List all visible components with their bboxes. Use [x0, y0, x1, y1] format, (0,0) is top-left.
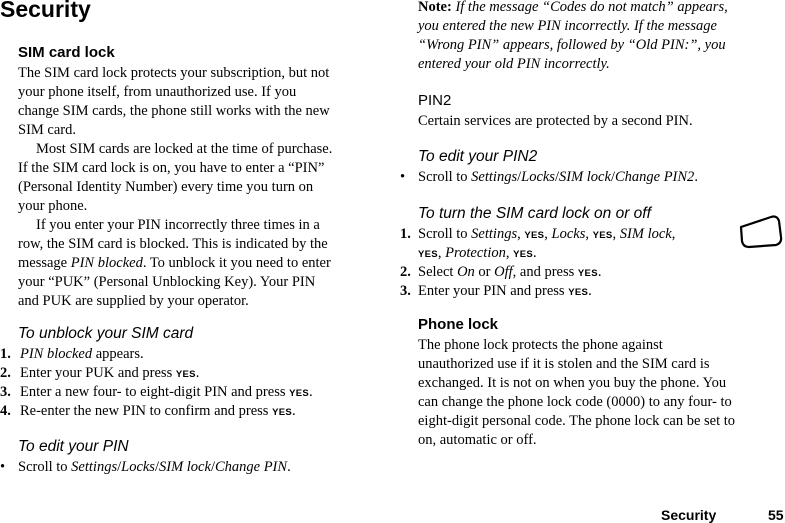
text-line: If the SIM card lock is on, you have to enter a “PIN” [18, 160, 325, 176]
text-line: your phone itself, from unauthorized use. If you [18, 84, 297, 100]
text-line: change SIM cards, the phone still works with the new [18, 103, 330, 119]
yes-key-label: YES [175, 369, 196, 380]
yes-key-label: YES [513, 249, 534, 260]
list-item: • Scroll to Settings/Locks/SIM lock/Change PIN. [0, 459, 291, 475]
list-item: 3. Enter a new four- to eight-digit PIN and press YES. [0, 384, 313, 400]
text-line: your phone. [18, 198, 88, 214]
yes-key-label: YES [577, 268, 598, 279]
text-line: your “PUK” (Personal Unblocking Key). Your PIN [18, 274, 316, 290]
text-line: (Personal Identity Number) every time you turn on [18, 179, 314, 195]
text-line: can change the phone lock code (0000) to any four- to [418, 394, 732, 410]
phone-lock-heading: Phone lock [418, 316, 499, 333]
turn-sim-lock-heading: To turn the SIM card lock on or off [418, 205, 651, 222]
page-number: 55 [768, 507, 784, 523]
phone-keypad-icon [737, 215, 783, 249]
list-item: 1. Scroll to Settings, YES, Locks, YES, SIM lock, [400, 226, 676, 242]
unblock-sim-heading: To unblock your SIM card [18, 325, 194, 342]
list-item-continued: YES, Protection, YES. [418, 245, 537, 261]
text-line: The phone lock protects the phone against [418, 337, 663, 353]
list-item: 3. Enter your PIN and press YES. [400, 283, 592, 299]
list-item: 2. Select On or Off, and press YES. [400, 264, 602, 280]
yes-key-label: YES [568, 287, 589, 298]
edit-pin-heading: To edit your PIN [18, 438, 129, 455]
text-line: and PUK are supplied by your operator. [18, 293, 249, 309]
text-line: you entered the new PIN incorrectly. If the message [418, 18, 717, 34]
text-line: “Wrong PIN” appears, followed by “Old PIN:”, you [418, 37, 726, 53]
text-line: The SIM card lock protects your subscription, but not [18, 65, 330, 81]
text-line: exchanged. It is not on when you buy the phone. You [418, 375, 727, 391]
text-line: row, the SIM card is blocked. This is indicated by the [18, 236, 328, 252]
sim-lock-heading: SIM card lock [18, 44, 115, 61]
text-line: Note: If the message “Codes do not match” appears, [418, 0, 728, 15]
yes-key-label: YES [272, 407, 292, 418]
footer-section-name: Security [661, 507, 717, 523]
yes-key-label: YES [418, 249, 438, 260]
text-line: SIM card. [18, 122, 76, 138]
pin2-text: Certain services are protected by a second PIN. [418, 113, 693, 129]
text-line: on, automatic or off. [418, 432, 537, 448]
edit-pin2-heading: To edit your PIN2 [418, 148, 538, 165]
text-line: unauthorized use if it is stolen and the SIM card is [418, 356, 710, 372]
list-item: 4. Re-enter the new PIN to confirm and press YES. [0, 403, 296, 419]
text-line: If you enter your PIN incorrectly three times in a [36, 217, 320, 233]
list-item: 2. Enter your PUK and press YES. [0, 365, 200, 381]
text-line: entered your old PIN incorrectly. [418, 56, 610, 72]
text-line: Most SIM cards are locked at the time of purchase. [36, 141, 333, 157]
list-item: 1. PIN blocked appears. [0, 346, 144, 362]
yes-key-label: YES [289, 388, 310, 399]
list-item: • Scroll to Settings/Locks/SIM lock/Change PIN2. [400, 169, 698, 185]
yes-key-label: YES [592, 230, 613, 241]
pin2-heading: PIN2 [418, 92, 452, 109]
yes-key-label: YES [524, 230, 545, 241]
text-line: message PIN blocked. To unblock it you need to enter [18, 255, 331, 271]
page-title: Security [0, 0, 91, 22]
text-line: eight-digit personal code. The phone lock can be set to [418, 413, 736, 429]
